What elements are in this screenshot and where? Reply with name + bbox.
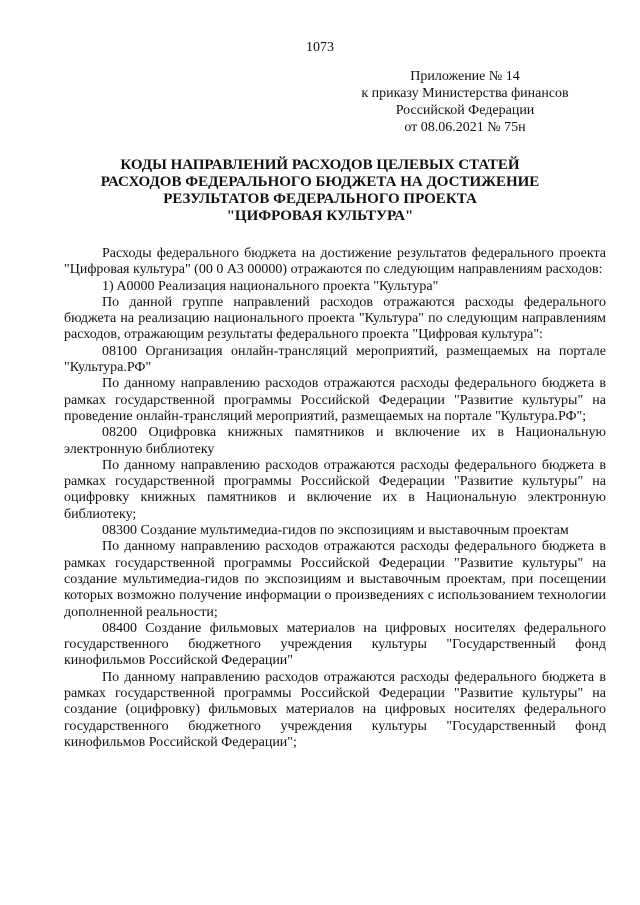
appendix-line: от 08.06.2021 № 75н — [404, 120, 526, 135]
title-line: "ЦИФРОВАЯ КУЛЬТУРА" — [226, 208, 414, 224]
code-heading-08300: 08300 Создание мультимедиа-гидов по экспозициям и выставочным проектам — [102, 523, 569, 539]
page-number: 1073 — [306, 40, 334, 55]
code-paragraph-08100: По данному направлению расходов отражаются расходы федерального бюджета в рамках государственной программы Российской Федерации "Развитие культуры" на проведение онлайн-трансляций мероприятий, размещаемых на портале "Культура.РФ"; — [64, 376, 606, 424]
section-heading: 1) A0000 Реализация национального проекта "Культура" — [102, 278, 439, 294]
code-heading-08400: 08400 Создание фильмовых материалов на цифровых носителях федерального государственного бюджетного учреждения культуры "Государственный фонд кинофильмов Российской Федерации" — [64, 620, 606, 669]
title-line: РЕЗУЛЬТАТОВ ФЕДЕРАЛЬНОГО ПРОЕКТА — [163, 191, 477, 207]
section-paragraph: По данной группе направлений расходов отражаются расходы федерального бюджета на реализацию национального проекта "Культура" по следующим направлениям расходов, отражающим результаты федерального проекта "Цифровая культура": — [64, 294, 606, 343]
title-line: КОДЫ НАПРАВЛЕНИЙ РАСХОДОВ ЦЕЛЕВЫХ СТАТЕЙ — [120, 157, 520, 173]
code-heading-08200: 08200 Оцифровка книжных памятников и включение их в Национальную электронную библиотеку — [64, 425, 606, 457]
appendix-line: к приказу Министерства финансов — [361, 86, 569, 101]
appendix-line: Российской Федерации — [395, 103, 535, 118]
code-paragraph-08200: По данному направлению расходов отражаются расходы федерального бюджета в рамках государственной программы Российской Федерации "Развитие культуры" на оцифровку книжных памятников и включение их в Национальную электронную библиотеку; — [64, 457, 606, 522]
code-paragraph-08400: По данному направлению расходов отражаются расходы федерального бюджета в рамках государственной программы Российской Федерации "Развитие культуры" на создание (оцифровку) фильмовых материалов на цифровых носителях федерального государственного бюджетного учреждения культуры "Государственный фонд кинофильмов Российской Федерации"; — [64, 669, 606, 750]
intro-paragraph: Расходы федерального бюджета на достижение результатов федерального проекта "Цифровая культура" (00 0 A3 00000) отражаются по следующим направлениям расходов: — [64, 246, 606, 278]
document-title — [60, 157, 580, 225]
code-paragraph-08300: По данному направлению расходов отражаются расходы федерального бюджета в рамках государственной программы Российской Федерации "Развитие культуры" на создание мультимедиа-гидов по экспозициям и выставочным проектам, при посещении которых возможно получение информации о произведениях с использованием технологии дополненной реальности; — [64, 539, 606, 620]
appendix-line: Приложение № 14 — [410, 69, 520, 84]
code-heading-08100: 08100 Организация онлайн-трансляций мероприятий, размещаемых на портале "Культура.РФ" — [64, 343, 606, 376]
title-line: РАСХОДОВ ФЕДЕРАЛЬНОГО БЮДЖЕТА НА ДОСТИЖЕНИЕ — [100, 174, 540, 190]
document-body — [64, 246, 606, 751]
appendix-header — [340, 68, 590, 136]
